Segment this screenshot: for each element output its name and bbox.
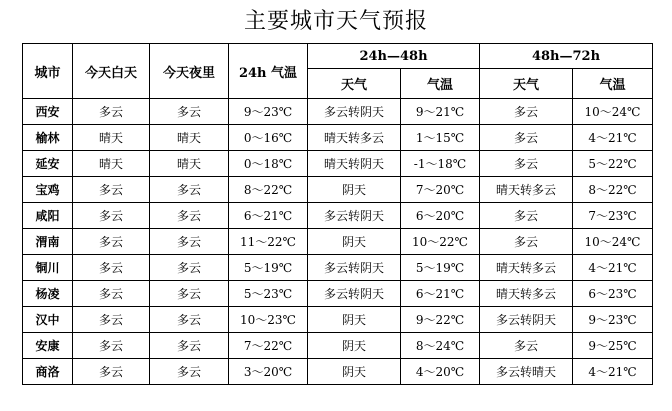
cell-48h-weather: 阴天 <box>308 307 401 333</box>
cell-city: 汉中 <box>23 307 73 333</box>
cell-48h-temp: 10～22℃ <box>401 229 480 255</box>
cell-city: 杨凌 <box>23 281 73 307</box>
table-row <box>23 307 653 333</box>
cell-24h-temp: 7～22℃ <box>229 333 308 359</box>
cell-72h-temp: 7～23℃ <box>573 203 653 229</box>
weather-forecast-table <box>22 43 653 385</box>
cell-72h-weather: 晴天转多云 <box>480 255 573 281</box>
cell-72h-temp: 6～23℃ <box>573 281 653 307</box>
cell-today-night: 多云 <box>150 99 229 125</box>
table-row <box>23 333 653 359</box>
table-row <box>23 99 653 125</box>
table-row <box>23 359 653 385</box>
cell-48h-temp: -1～18℃ <box>401 151 480 177</box>
table-row <box>23 125 653 151</box>
cell-72h-weather: 多云 <box>480 203 573 229</box>
cell-48h-weather: 阴天 <box>308 177 401 203</box>
cell-24h-temp: 8～22℃ <box>229 177 308 203</box>
cell-72h-weather: 多云 <box>480 229 573 255</box>
cell-48h-weather: 多云转阴天 <box>308 281 401 307</box>
cell-24h-temp: 3～20℃ <box>229 359 308 385</box>
cell-48h-weather: 多云转阴天 <box>308 99 401 125</box>
cell-city: 西安 <box>23 99 73 125</box>
header-today-day: 今天白天 <box>73 44 150 99</box>
cell-today-night: 多云 <box>150 229 229 255</box>
cell-72h-weather: 多云 <box>480 151 573 177</box>
header-48-72h: 48h—72h <box>480 44 653 69</box>
cell-today-night: 多云 <box>150 333 229 359</box>
header-48h-weather: 天气 <box>308 69 401 99</box>
cell-72h-temp: 9～25℃ <box>573 333 653 359</box>
table-row <box>23 281 653 307</box>
cell-today-day: 多云 <box>73 281 150 307</box>
table-row <box>23 203 653 229</box>
cell-city: 咸阳 <box>23 203 73 229</box>
cell-24h-temp: 10～23℃ <box>229 307 308 333</box>
header-48h-temp: 气温 <box>401 69 480 99</box>
header-24-48h: 24h—48h <box>308 44 480 69</box>
table-row <box>23 177 653 203</box>
cell-72h-temp: 4～21℃ <box>573 125 653 151</box>
cell-72h-temp: 9～23℃ <box>573 307 653 333</box>
cell-72h-weather: 多云 <box>480 333 573 359</box>
cell-today-day: 多云 <box>73 359 150 385</box>
cell-24h-temp: 9～23℃ <box>229 99 308 125</box>
cell-48h-temp: 5～19℃ <box>401 255 480 281</box>
cell-72h-weather: 多云转晴天 <box>480 359 573 385</box>
header-today-night: 今天夜里 <box>150 44 229 99</box>
cell-today-night: 多云 <box>150 359 229 385</box>
cell-48h-weather: 阴天 <box>308 229 401 255</box>
cell-48h-weather: 多云转阴天 <box>308 255 401 281</box>
cell-today-day: 多云 <box>73 255 150 281</box>
cell-72h-temp: 5～22℃ <box>573 151 653 177</box>
cell-city: 铜川 <box>23 255 73 281</box>
cell-72h-temp: 4～21℃ <box>573 255 653 281</box>
cell-today-day: 多云 <box>73 229 150 255</box>
cell-today-day: 多云 <box>73 203 150 229</box>
header-24h-temp: 24h 气温 <box>229 44 308 99</box>
cell-today-night: 多云 <box>150 281 229 307</box>
cell-48h-weather: 阴天 <box>308 333 401 359</box>
cell-city: 渭南 <box>23 229 73 255</box>
cell-72h-weather: 多云 <box>480 125 573 151</box>
cell-24h-temp: 0～16℃ <box>229 125 308 151</box>
cell-48h-weather: 晴天转多云 <box>308 125 401 151</box>
cell-today-night: 多云 <box>150 255 229 281</box>
cell-today-day: 多云 <box>73 99 150 125</box>
cell-today-day: 多云 <box>73 177 150 203</box>
cell-today-night: 晴天 <box>150 125 229 151</box>
cell-city: 宝鸡 <box>23 177 73 203</box>
cell-24h-temp: 6～21℃ <box>229 203 308 229</box>
cell-72h-temp: 10～24℃ <box>573 229 653 255</box>
cell-72h-weather: 多云转阴天 <box>480 307 573 333</box>
cell-today-night: 晴天 <box>150 151 229 177</box>
table-body <box>23 99 653 385</box>
cell-72h-weather: 晴天转多云 <box>480 281 573 307</box>
cell-24h-temp: 11～22℃ <box>229 229 308 255</box>
cell-city: 安康 <box>23 333 73 359</box>
cell-48h-temp: 9～21℃ <box>401 99 480 125</box>
header-row-top <box>23 44 653 69</box>
header-72h-weather: 天气 <box>480 69 573 99</box>
cell-48h-temp: 6～20℃ <box>401 203 480 229</box>
cell-today-day: 晴天 <box>73 151 150 177</box>
table-row <box>23 151 653 177</box>
cell-72h-temp: 4～21℃ <box>573 359 653 385</box>
cell-today-night: 多云 <box>150 307 229 333</box>
page-title: 主要城市天气预报 <box>243 9 428 34</box>
cell-24h-temp: 0～18℃ <box>229 151 308 177</box>
cell-48h-temp: 6～21℃ <box>401 281 480 307</box>
cell-48h-temp: 7～20℃ <box>401 177 480 203</box>
cell-48h-temp: 8～24℃ <box>401 333 480 359</box>
cell-today-day: 晴天 <box>73 125 150 151</box>
cell-48h-weather: 多云转阴天 <box>308 203 401 229</box>
cell-today-day: 多云 <box>73 333 150 359</box>
cell-city: 商洛 <box>23 359 73 385</box>
cell-48h-weather: 阴天 <box>308 359 401 385</box>
cell-72h-temp: 10～24℃ <box>573 99 653 125</box>
cell-24h-temp: 5～23℃ <box>229 281 308 307</box>
cell-48h-temp: 9～22℃ <box>401 307 480 333</box>
cell-today-day: 多云 <box>73 307 150 333</box>
table-row <box>23 229 653 255</box>
cell-48h-weather: 晴天转阴天 <box>308 151 401 177</box>
cell-city: 榆林 <box>23 125 73 151</box>
cell-city: 延安 <box>23 151 73 177</box>
header-72h-temp: 气温 <box>573 69 653 99</box>
header-city: 城市 <box>23 44 73 99</box>
cell-48h-temp: 4～20℃ <box>401 359 480 385</box>
cell-48h-temp: 1～15℃ <box>401 125 480 151</box>
cell-72h-weather: 晴天转多云 <box>480 177 573 203</box>
cell-today-night: 多云 <box>150 177 229 203</box>
cell-72h-weather: 多云 <box>480 99 573 125</box>
cell-72h-temp: 8～22℃ <box>573 177 653 203</box>
cell-today-night: 多云 <box>150 203 229 229</box>
table-row <box>23 255 653 281</box>
cell-24h-temp: 5～19℃ <box>229 255 308 281</box>
